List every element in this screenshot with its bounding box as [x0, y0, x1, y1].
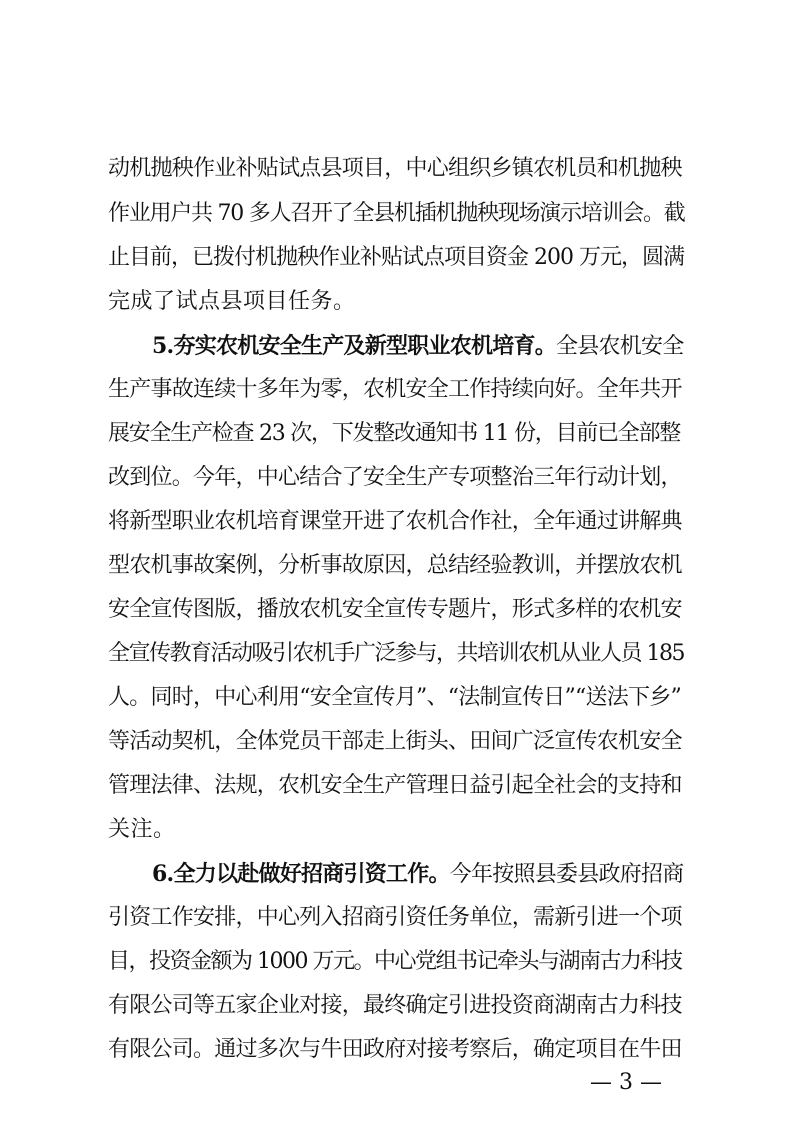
paragraph-line: 作业用户共 70 多人召开了全县机插机抛秧现场演示培训会。截: [108, 201, 685, 226]
paragraph-line: 型农机事故案例，分析事故原因，总结经验教训，并摆放农机: [108, 553, 682, 578]
paragraph-line: 生产事故连续十多年为零，农机安全工作持续向好。全年共开: [108, 377, 682, 402]
paragraph-line: 管理法律、法规，农机安全生产管理日益引起全社会的支持和: [108, 773, 682, 798]
paragraph-line: 关注。: [108, 817, 176, 842]
paragraph-line: 动机抛秧作业补贴试点县项目，中心组织乡镇农机员和机抛秧: [108, 156, 682, 181]
section-6-text: 今年按照县委县政府招商: [449, 862, 684, 887]
paragraph-line: 安全宣传图版，播放农机安全宣传专题片，形式多样的农机安: [108, 597, 682, 622]
section-6-heading: 6.全力以赴做好招商引资工作。: [152, 861, 450, 887]
paragraph-line: 全宣传教育活动吸引农机手广泛参与，共培训农机从业人员 185: [108, 641, 684, 666]
paragraph-line: 改到位。今年，中心结合了安全生产专项整治三年行动计划，: [108, 465, 682, 490]
section-5-first-line: [152, 331, 686, 361]
section-6-first-line: [152, 859, 686, 889]
paragraph-line: 将新型职业农机培育课堂开进了农机合作社，全年通过讲解典: [108, 509, 682, 534]
paragraph-line: 等活动契机，全体党员干部走上街头、田间广泛宣传农机安全: [108, 729, 682, 754]
page-number: — 3 —: [590, 1070, 662, 1095]
paragraph-line: 展安全生产检查 23 次，下发整改通知书 11 份，目前已全部整: [108, 421, 680, 446]
paragraph-line: 人。同时，中心利用“安全宣传月”、“法制宣传日”“送法下乡”: [108, 685, 681, 710]
section-5-text: 全县农机安全: [555, 334, 684, 359]
paragraph-line: 有限公司。通过多次与牛田政府对接考察后，确定项目在牛田: [108, 1037, 682, 1062]
paragraph-line: 完成了试点县项目任务。: [108, 289, 356, 314]
section-5-heading: 5.夯实农机安全生产及新型职业农机培育。: [152, 333, 556, 359]
paragraph-line: 引资工作安排，中心列入招商引资任务单位，需新引进一个项: [108, 905, 682, 930]
paragraph-line: 止目前，已拨付机抛秧作业补贴试点项目资金 200 万元，圆满: [108, 245, 684, 270]
paragraph-line: 目，投资金额为 1000 万元。中心党组书记牵头与湖南古力科技: [108, 949, 682, 974]
paragraph-line: 有限公司等五家企业对接，最终确定引进投资商湖南古力科技: [108, 993, 682, 1018]
